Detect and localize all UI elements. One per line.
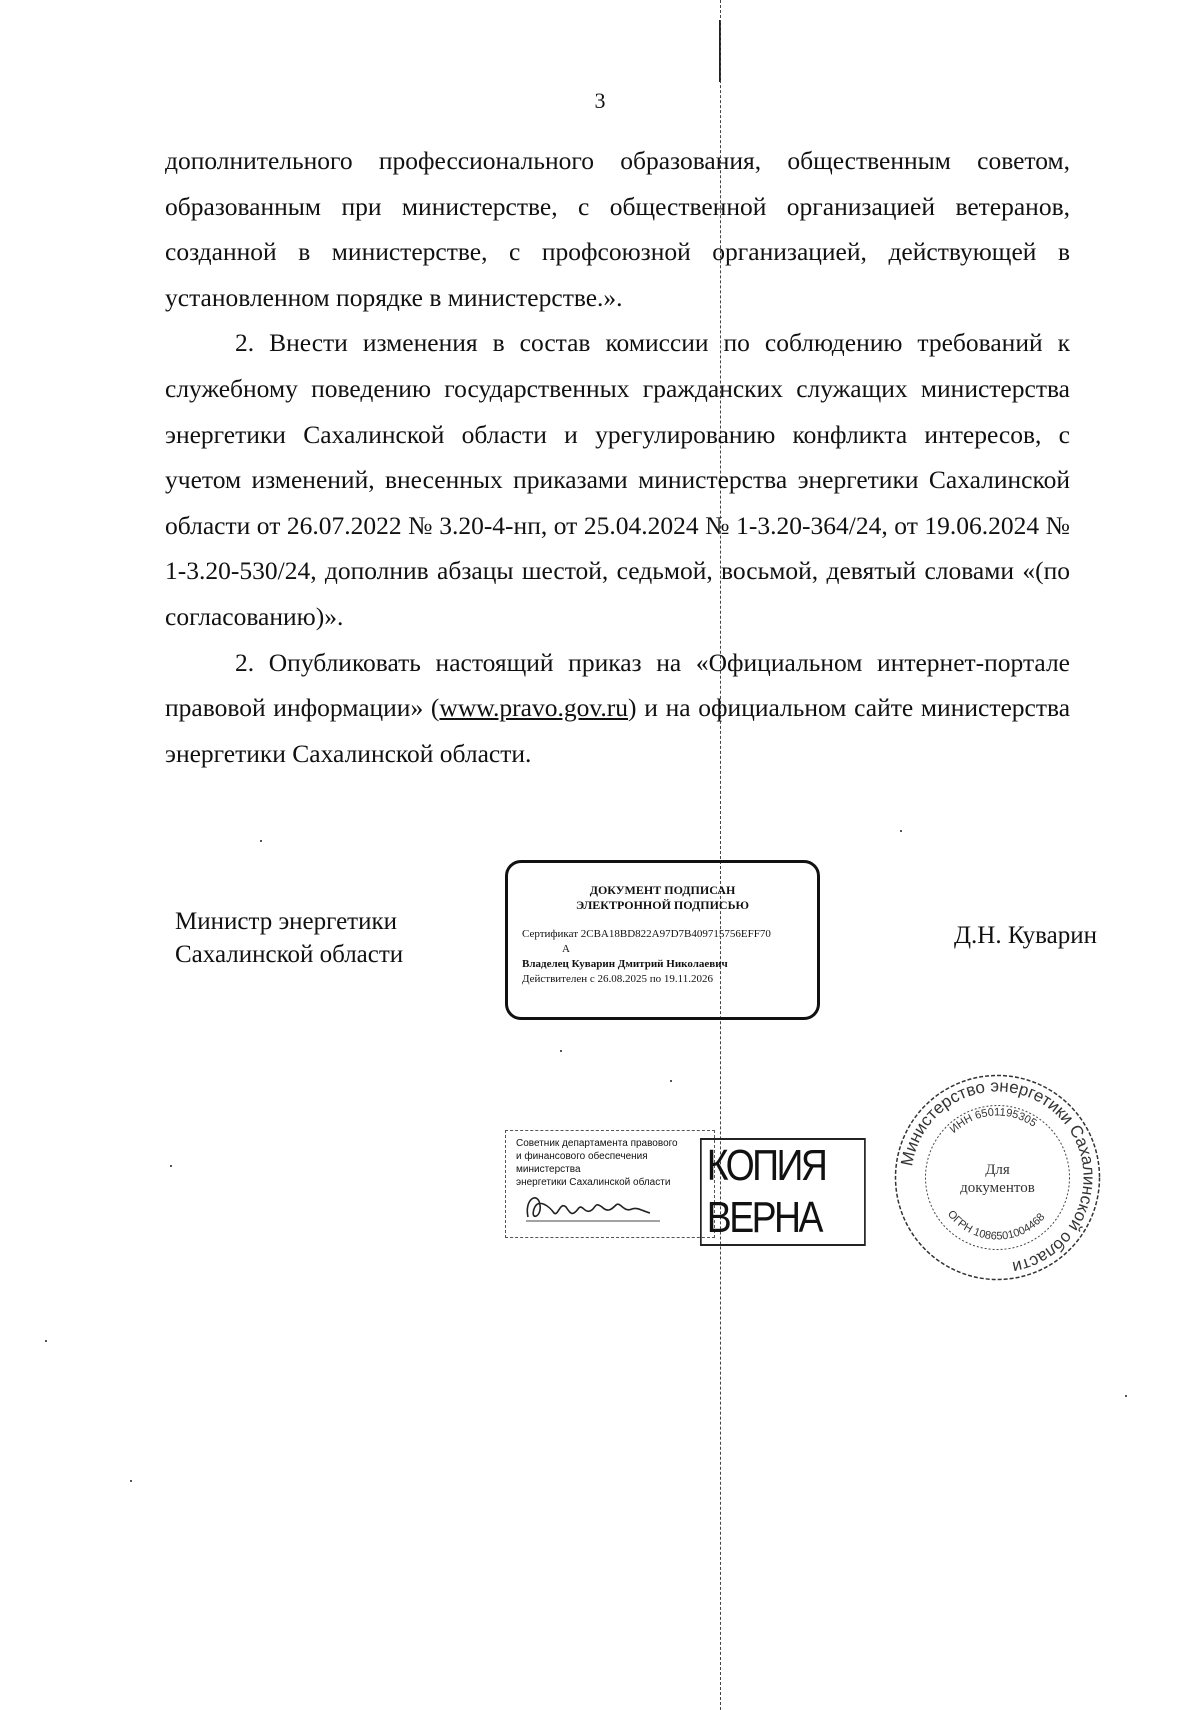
handwritten-signature bbox=[520, 1187, 670, 1227]
signatory-title-line2: Сахалинской области bbox=[175, 941, 404, 968]
paragraph-2: 2. Внести изменения в состав комиссии по соблюдению требований к служебному поведению государственных гражданских служащих министерства энергетики Сахалинской области и урегулированию конфликта интересов, с учетом изменений, внесенных приказами министерства энергетики Сахалинской области от 26.07.2022 № 3.20-4-нп, от 25.04.2024 № 1-3.20-364/24, от 19.06.2024 № 1-3.20-530/24, дополнив абзацы шестой, седьмой, восьмой, девятый словами «(по согласованию)». bbox=[165, 328, 1070, 631]
copy-stamp-line2: и финансового обеспечения министерства bbox=[516, 1151, 648, 1175]
seal-inn: ИНН 6501195305 bbox=[947, 1106, 1039, 1136]
paragraph-3 bbox=[165, 640, 1070, 777]
certified-copy-stamp bbox=[505, 1130, 895, 1250]
seal-ogrn: ОГРН 1086501004468 bbox=[944, 1208, 1048, 1243]
page-number: 3 bbox=[594, 88, 606, 113]
esign-header-line1: ДОКУМЕНТ ПОДПИСАН bbox=[589, 883, 736, 897]
scan-speck bbox=[900, 830, 902, 832]
round-seal bbox=[890, 1070, 1105, 1285]
document-body bbox=[165, 138, 1070, 776]
copy-verna-label: КОПИЯ ВЕРНА bbox=[700, 1138, 866, 1246]
paragraph-3-text: 2. Опубликовать настоящий приказ на «Официальном интернет-портале правовой информации» ( bbox=[165, 647, 1070, 723]
seal-center-line1: Для bbox=[985, 1162, 1010, 1178]
seal-center-line2: документов bbox=[960, 1180, 1035, 1196]
esign-certificate: Сертификат 2CBA18BD822A97D7B409715756EFF70 bbox=[522, 928, 771, 940]
seal-outer-text: Министерство энергетики Сахалинской области bbox=[897, 1076, 1099, 1278]
esign-header bbox=[508, 883, 817, 913]
scan-speck bbox=[1125, 1395, 1127, 1397]
electronic-signature-stamp bbox=[505, 860, 820, 1020]
copy-stamp-box bbox=[505, 1130, 715, 1238]
paragraph-1: дополнительного профессионального образования, общественным советом, образованным при министерстве, с общественной организацией ветеранов, созданной в министерстве, с профсоюзной организацией, действующей в установленном порядке в министерстве.». bbox=[165, 146, 1070, 312]
signatory-name: Д.Н. Куварин bbox=[954, 922, 1097, 949]
copy-stamp-line1: Советник департамента правового bbox=[516, 1138, 678, 1149]
esign-validity: Действителен с 26.08.2025 по 19.11.2026 bbox=[522, 973, 713, 985]
scan-speck bbox=[130, 1480, 132, 1482]
scan-speck bbox=[45, 1340, 47, 1342]
signatory-title bbox=[175, 905, 403, 971]
scan-speck bbox=[560, 1050, 562, 1052]
copy-stamp-line3: энергетики Сахалинской области bbox=[516, 1177, 671, 1188]
scan-speck bbox=[260, 840, 262, 842]
esign-header-line2: ЭЛЕКТРОННОЙ ПОДПИСЬЮ bbox=[575, 898, 750, 912]
scan-speck bbox=[670, 1080, 672, 1082]
signatory-title-line1: Министр энергетики bbox=[175, 908, 397, 935]
esign-certificate-cont: A bbox=[562, 943, 570, 955]
scan-speck bbox=[170, 1165, 172, 1167]
esign-owner: Владелец Куварин Дмитрий Николаевич bbox=[522, 958, 728, 970]
paragraph-3-tail: ) и на официальном сайте министерства энергетики Сахалинской области. bbox=[165, 693, 1071, 768]
pravo-link[interactable]: www.pravo.gov.ru bbox=[439, 693, 629, 723]
